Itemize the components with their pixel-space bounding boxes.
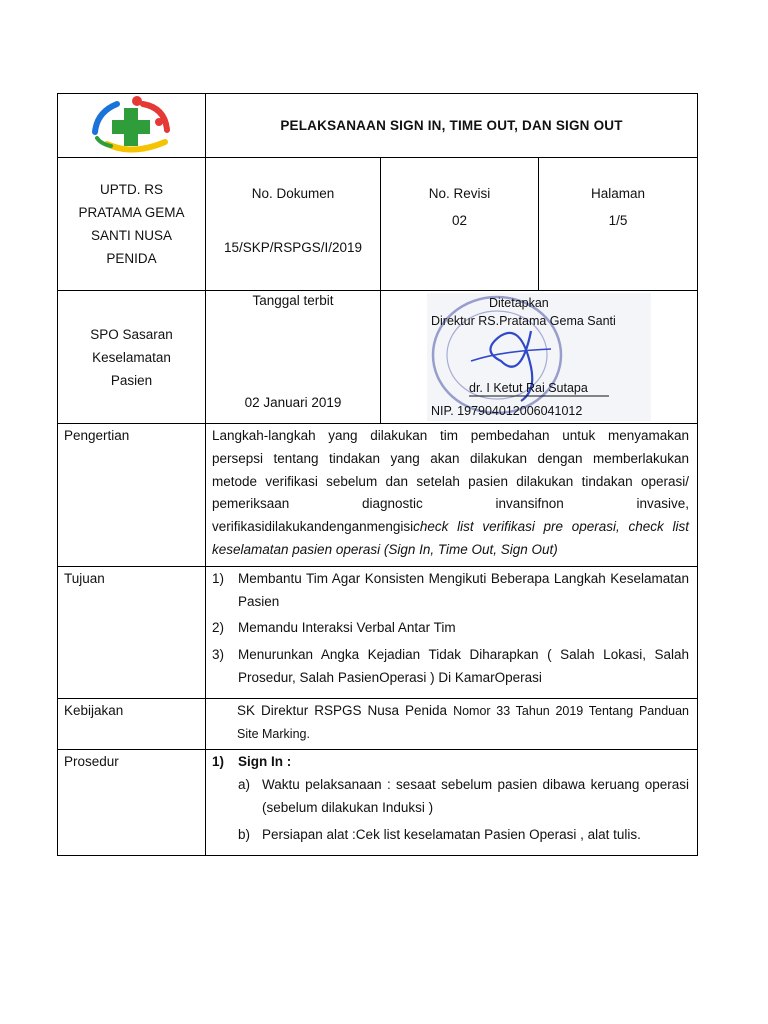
- approval-stamp-signature: [381, 291, 697, 423]
- organization-name: UPTD. RS PRATAMA GEMA SANTI NUSA PENIDA: [58, 158, 206, 291]
- tanggal-terbit-label: Tanggal terbit: [252, 293, 334, 308]
- tanggal-terbit-cell: [206, 291, 381, 424]
- no-dokumen-value: 15/SKP/RSPGS/I/2019: [223, 240, 363, 255]
- prosedur-list: [206, 750, 698, 855]
- spo-document-table: [57, 93, 698, 856]
- pengertian-label: Pengertian: [58, 424, 206, 567]
- stamp-ditetapkan: Ditetapkan: [489, 296, 549, 310]
- halaman-label: Halaman: [590, 186, 646, 201]
- approval-cell: [381, 291, 698, 424]
- list-item: 1) Sign In :: [212, 754, 292, 770]
- no-dokumen-cell: [206, 158, 381, 291]
- document-title: PELAKSANAAN SIGN IN, TIME OUT, DAN SIGN OUT: [206, 94, 698, 158]
- tujuan-list: [206, 566, 698, 698]
- stamp-nip: NIP. 197904012006041012: [431, 404, 583, 418]
- tanggal-terbit-value: 02 Januari 2019: [244, 395, 342, 410]
- kebijakan-text: SK Direktur RSPGS Nusa Penida Nomor 33 Tahun 2019 Tentang Panduan Site Marking.: [206, 698, 698, 750]
- tujuan-label: Tujuan: [58, 566, 206, 698]
- halaman-cell: [539, 158, 698, 291]
- logo-cell: [58, 94, 206, 158]
- halaman-value: 1/5: [608, 213, 628, 228]
- no-revisi-value: 02: [451, 213, 468, 228]
- kebijakan-label: Kebijakan: [58, 698, 206, 750]
- pengertian-text: Langkah-langkah yang dilakukan tim pembedahan untuk menyamakan persepsi tentang tindakan yang akan dilakukan dengan memberlakukan metode verifikasi sebelum dan setelah pasien dilakukan tindakan operasi/ pemeriksaan diagnostic invansifnon invasive, verifikasidilakukandenganmengisicheck list verifikasi pre operasi, check list keselamatan pasien operasi (Sign In, Time Out, Sign Out): [206, 424, 698, 567]
- spo-title: SPO Sasaran Keselamatan Pasien: [58, 291, 206, 424]
- no-revisi-cell: [381, 158, 539, 291]
- list-item: 3) Menurunkan Angka Kejadian Tidak Diharapkan ( Salah Lokasi, Salah Prosedur, Salah PasienOperasi ) Di KamarOperasi: [212, 647, 690, 685]
- no-revisi-label: No. Revisi: [428, 186, 491, 201]
- list-item: a) Waktu pelaksanaan : sesaat sebelum pasien dibawa keruang operasi (sebelum dilakukan Induksi ): [238, 777, 690, 815]
- no-dokumen-label: No. Dokumen: [251, 186, 335, 201]
- list-item: 1) Membantu Tim Agar Konsisten Mengikuti Beberapa Langkah Keselamatan Pasien: [212, 570, 690, 609]
- stamp-name: dr. I Ketut Rai Sutapa: [469, 381, 588, 395]
- hospital-logo: [87, 94, 177, 154]
- list-item: b) Persiapan alat :Cek list keselamatan Pasien Operasi , alat tulis.: [238, 826, 641, 842]
- prosedur-label: Prosedur: [58, 750, 206, 855]
- list-item: 2) Memandu Interaksi Verbal Antar Tim: [212, 620, 456, 636]
- stamp-direktur: Direktur RS.Pratama Gema Santi: [431, 314, 616, 328]
